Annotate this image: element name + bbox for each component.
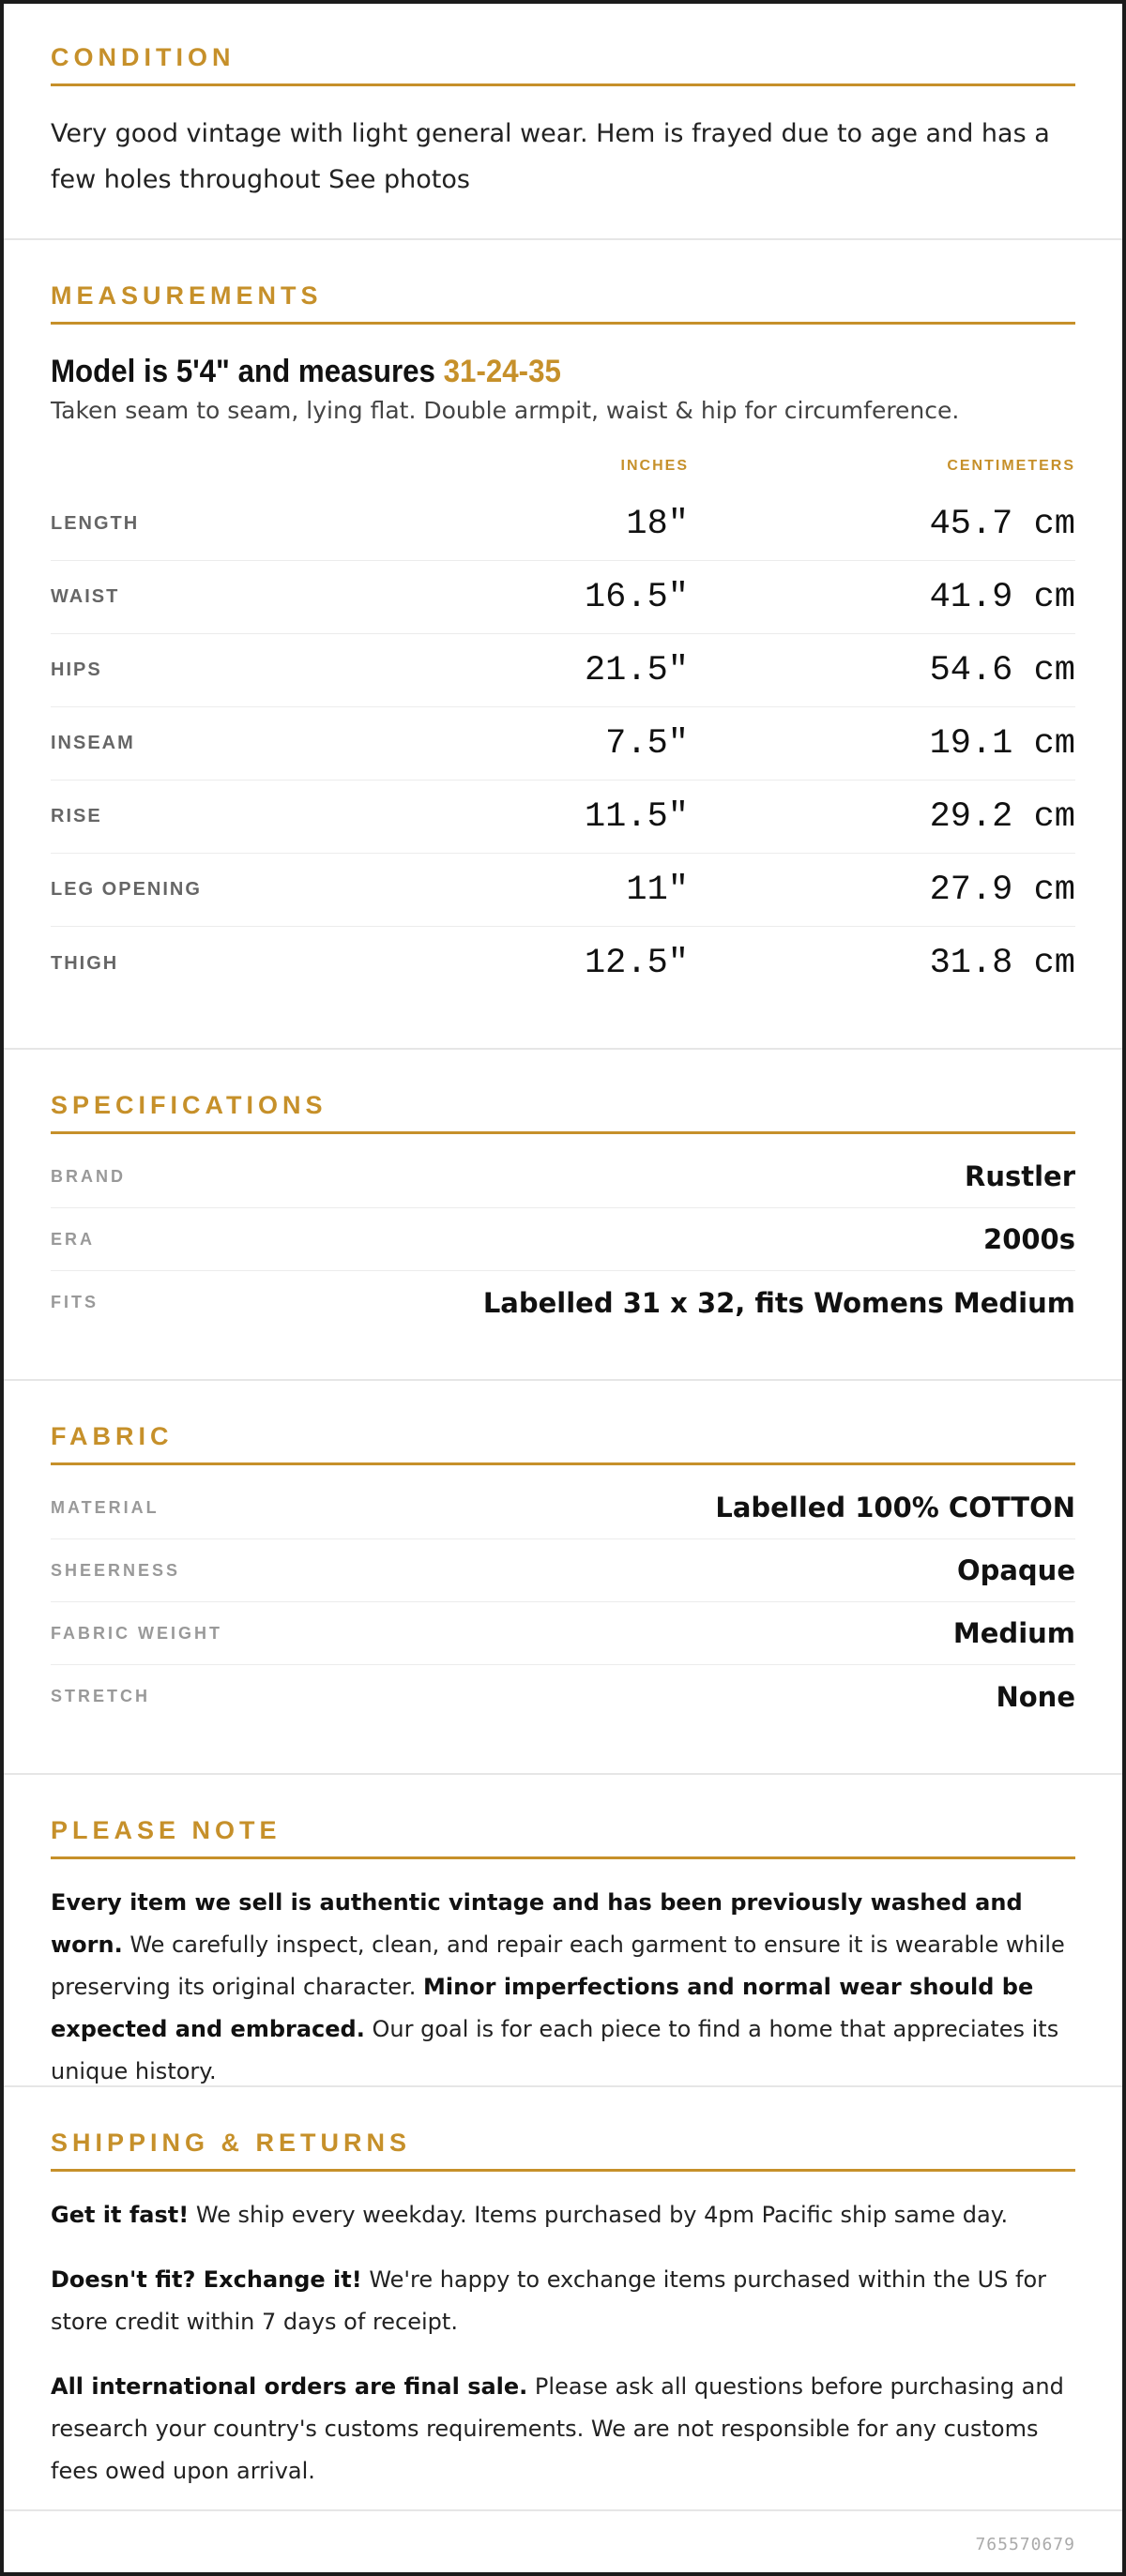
measurement-inches: 18" — [626, 504, 689, 544]
measurement-row-length — [51, 488, 1075, 561]
condition-title: CONDITION — [51, 43, 1075, 86]
measurement-cm: 31.8 cm — [929, 944, 1075, 983]
shipping-paragraph-fast — [51, 2194, 1075, 2236]
measurement-cm: 19.1 cm — [929, 723, 1075, 764]
specifications-list — [51, 1145, 1075, 1334]
shipping-paragraph-international — [51, 2366, 1075, 2493]
spec-row-fits — [51, 1271, 1075, 1334]
shipping-text: We ship every weekday. Items purchased by 4pm Pacific ship same day. — [189, 2202, 1009, 2228]
fabric-key: MATERIAL — [51, 1497, 160, 1517]
measurement-cm: 27.9 cm — [929, 870, 1075, 910]
spec-row-era — [51, 1208, 1075, 1271]
measurement-row-leg-opening — [51, 854, 1075, 927]
measurement-label: LENGTH — [51, 513, 140, 534]
fabric-row-stretch — [51, 1665, 1075, 1728]
measurement-row-hips — [51, 634, 1075, 707]
item-id: 765570679 — [975, 2534, 1075, 2554]
measurement-label: INSEAM — [51, 733, 135, 753]
note-bold-2: Minor imperfections and normal wear should be expected and embraced. — [51, 1974, 1034, 2042]
footer — [4, 2511, 1122, 2576]
measurement-cm: 54.6 cm — [929, 650, 1075, 690]
fabric-list — [51, 1477, 1075, 1728]
fabric-row-sheerness — [51, 1539, 1075, 1602]
measurement-note: Taken seam to seam, lying flat. Double armpit, waist & hip for circumference. — [51, 397, 960, 424]
shipping-text: Please ask all questions before purchasing and research your country's customs requirements. We are not responsible for any customs fees owed upon arrival. — [51, 2373, 1064, 2484]
measurement-label: WAIST — [51, 586, 120, 607]
note-text-1: We carefully inspect, clean, and repair each garment to ensure it is wearable while preserving its original character. — [51, 1932, 1065, 2000]
condition-text: Very good vintage with light general wear. Hem is frayed due to age and has a few holes throughout See photos — [51, 119, 1050, 194]
model-measures-line — [51, 354, 994, 390]
fabric-key: FABRIC WEIGHT — [51, 1623, 222, 1643]
measurements-title: MEASUREMENTS — [51, 281, 1075, 325]
spec-value: Labelled 31 x 32, fits Womens Medium — [482, 1286, 1075, 1319]
shipping-section — [4, 2087, 1122, 2511]
measurement-label: HIPS — [51, 659, 102, 680]
fabric-title: FABRIC — [51, 1422, 1075, 1465]
shipping-bold: Get it fast! — [51, 2202, 190, 2228]
spec-key: BRAND — [51, 1166, 126, 1186]
spec-value: 2000s — [983, 1223, 1075, 1255]
measurement-label: RISE — [51, 806, 102, 826]
please-note-section — [4, 1775, 1122, 2087]
fabric-value: None — [996, 1680, 1075, 1713]
shipping-text: We're happy to exchange items purchased within the US for store credit within 7 days of receipt. — [51, 2266, 1047, 2335]
shipping-paragraph-exchange — [51, 2259, 1075, 2343]
measurement-label: LEG OPENING — [51, 879, 202, 900]
please-note-text — [51, 1882, 1075, 2093]
measurement-label: THIGH — [51, 952, 119, 974]
note-bold-1: Every item we sell is authentic vintage and has been previously washed and worn. — [51, 1889, 1023, 1958]
spec-value: Rustler — [964, 1160, 1075, 1192]
note-text-2: Our goal is for each piece to find a home that appreciates its unique history. — [51, 2016, 1059, 2084]
fabric-key: STRETCH — [51, 1687, 150, 1705]
centimeters-column-header: CENTIMETERS — [947, 458, 1075, 474]
inches-column-header: INCHES — [620, 458, 689, 474]
spec-key: FITS — [51, 1293, 99, 1311]
shipping-title: SHIPPING & RETURNS — [51, 2129, 1075, 2172]
measurement-inches: 16.5" — [584, 577, 689, 617]
measurement-cm: 41.9 cm — [929, 577, 1075, 617]
spec-row-brand — [51, 1145, 1075, 1208]
fabric-key: SHEERNESS — [51, 1560, 181, 1580]
measurement-inches: 12.5" — [584, 944, 689, 983]
measurement-inches: 7.5" — [605, 723, 689, 764]
model-measures-value: 31-24-35 — [443, 354, 561, 389]
measurement-inches: 21.5" — [584, 650, 689, 690]
fabric-value: Labelled 100% COTTON — [715, 1492, 1075, 1523]
fabric-row-material — [51, 1477, 1075, 1539]
measurement-row-waist — [51, 561, 1075, 634]
measurements-section — [4, 240, 1122, 1050]
measurement-row-inseam — [51, 707, 1075, 780]
measurement-table-header — [51, 456, 1075, 477]
fabric-section — [4, 1381, 1122, 1775]
measurement-row-thigh — [51, 927, 1075, 1000]
fabric-value: Medium — [952, 1617, 1075, 1649]
fabric-value: Opaque — [956, 1554, 1075, 1586]
measurement-inches: 11.5" — [584, 796, 689, 837]
shipping-bold: Doesn't fit? Exchange it! — [51, 2266, 362, 2293]
spec-key: ERA — [51, 1229, 96, 1249]
specifications-section — [4, 1050, 1122, 1381]
shipping-bold: All international orders are final sale. — [51, 2373, 528, 2400]
measurement-inches: 11" — [626, 870, 689, 910]
specifications-title: SPECIFICATIONS — [51, 1091, 1075, 1134]
fabric-row-weight — [51, 1602, 1075, 1665]
condition-section — [4, 4, 1122, 240]
measurement-cm: 29.2 cm — [929, 796, 1075, 837]
measurement-table — [51, 488, 1075, 1000]
please-note-title: PLEASE NOTE — [51, 1816, 1075, 1859]
measurement-row-rise — [51, 780, 1075, 854]
measurement-cm: 45.7 cm — [929, 504, 1075, 544]
model-prefix: Model is 5'4" and measures — [51, 354, 444, 389]
